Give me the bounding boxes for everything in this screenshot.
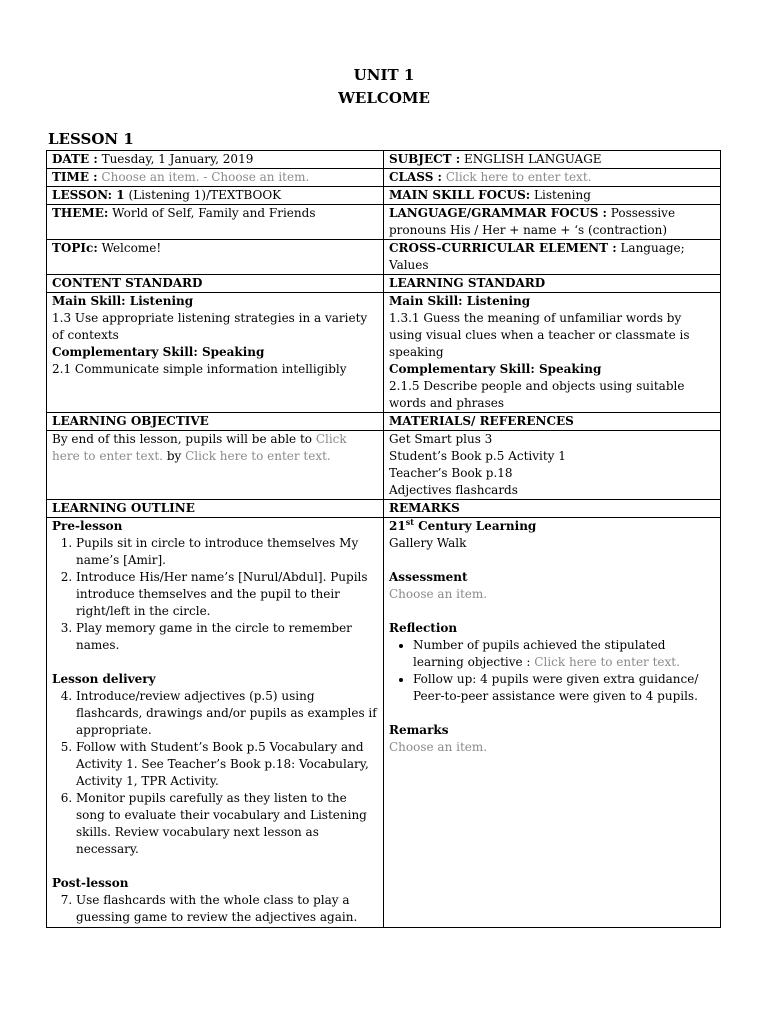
material-item: Adjectives flashcards	[389, 483, 518, 497]
learning-comp-skill-text: 2.1.5 Describe people and objects using suitable words and phrases	[389, 379, 685, 410]
content-standard-header	[47, 275, 384, 293]
time-label: TIME :	[52, 170, 98, 184]
main-skill-label: MAIN SKILL FOCUS:	[389, 188, 531, 202]
date-label: DATE :	[52, 152, 98, 166]
reflection-list	[389, 637, 715, 705]
content-standard-title: CONTENT STANDARD	[52, 276, 203, 290]
lesson-heading: LESSON 1	[48, 130, 134, 148]
objective-text: By end of this lesson, pupils will be able to	[52, 432, 312, 446]
century-label: Century Learning	[418, 519, 537, 533]
main-skill-cell	[384, 187, 721, 205]
grammar-value: Possessive pronouns His / Her + name + ‘s (contraction)	[389, 206, 676, 237]
time-cell	[47, 169, 384, 187]
row-theme-grammar	[47, 205, 721, 240]
learning-standard-title: LEARNING STANDARD	[389, 276, 546, 290]
lesson-delivery-title: Lesson delivery	[52, 672, 156, 686]
cross-curricular-label: CROSS-CURRICULAR ELEMENT :	[389, 241, 617, 255]
row-topic-cross	[47, 240, 721, 275]
assessment-title: Assessment	[389, 570, 468, 584]
objective-by: by	[166, 449, 182, 463]
objective-field-2[interactable]: Click here to enter text.	[185, 449, 331, 463]
remarks-field[interactable]: Choose an item.	[389, 740, 488, 754]
time-field[interactable]: Choose an item. - Choose an item.	[101, 170, 310, 184]
row-date-subject	[47, 151, 721, 169]
lesson-value: (Listening 1)/TEXTBOOK	[128, 188, 282, 202]
assessment-field[interactable]: Choose an item.	[389, 587, 488, 601]
list-item: 2. Introduce His/Her name’s [Nurul/Abdul]. Pupils introduce themselves and the pupil to their right/left in the circle.	[76, 569, 378, 620]
list-item: • Follow up: 4 pupils were given extra guidance/ Peer-to-peer assistance were given to 4 pupils.	[413, 671, 715, 705]
class-cell	[384, 169, 721, 187]
list-item: 6. Monitor pupils carefully as they listen to the song to evaluate their vocabulary and Listening skills. Review vocabulary next lesson as necessary.	[76, 790, 378, 858]
list-item: 7. Use flashcards with the whole class to play a guessing game to review the adjectives again.	[76, 892, 378, 926]
materials-title: MATERIALS/ REFERENCES	[389, 414, 574, 428]
century-suffix-sup: st	[405, 517, 414, 527]
reflection-item-text: Number of pupils achieved the stipulated learning objective :	[413, 638, 666, 669]
lesson-plan-table	[46, 150, 721, 928]
remarks-header-title: REMARKS	[389, 501, 460, 515]
theme-label: THEME:	[52, 206, 109, 220]
material-item: Teacher’s Book p.18	[389, 466, 513, 480]
list-item: 3. Play memory game in the circle to remember names.	[76, 620, 378, 654]
pre-lesson-title: Pre-lesson	[52, 519, 123, 533]
topic-label: TOPIc:	[52, 241, 98, 255]
subject-cell	[384, 151, 721, 169]
learning-standard-header	[384, 275, 721, 293]
post-lesson-title: Post-lesson	[52, 876, 129, 890]
learning-main-skill-label: Main Skill: Listening	[389, 294, 531, 308]
class-field[interactable]: Click here to enter text.	[445, 170, 592, 184]
row-lesson-skill	[47, 187, 721, 205]
reflection-field[interactable]: Click here to enter text.	[534, 655, 680, 669]
theme-cell	[47, 205, 384, 240]
row-outline-headers	[47, 500, 721, 518]
row-standards	[47, 293, 721, 413]
date-value: Tuesday, 1 January, 2019	[101, 152, 254, 166]
outline-header	[47, 500, 384, 518]
list-item	[413, 637, 715, 671]
grammar-cell	[384, 205, 721, 240]
grammar-label: LANGUAGE/GRAMMAR FOCUS :	[389, 206, 607, 220]
class-label: CLASS :	[389, 170, 442, 184]
document-title	[0, 64, 768, 110]
century-learning-heading	[389, 518, 715, 535]
objective-header	[47, 413, 384, 431]
row-time-class	[47, 169, 721, 187]
subject-value: ENGLISH LANGUAGE	[464, 152, 602, 166]
objective-cell	[47, 431, 384, 500]
remarks-cell	[384, 518, 721, 928]
theme-value: World of Self, Family and Friends	[112, 206, 316, 220]
objective-field-1[interactable]: Click here to enter text.	[52, 432, 347, 463]
content-comp-skill-label: Complementary Skill: Speaking	[52, 345, 265, 359]
main-skill-value: Listening	[534, 188, 591, 202]
lesson-cell	[47, 187, 384, 205]
learning-standard-cell	[384, 293, 721, 413]
objective-title: LEARNING OBJECTIVE	[52, 414, 209, 428]
topic-value: Welcome!	[101, 241, 162, 255]
list-item: 4. Introduce/review adjectives (p.5) using flashcards, drawings and/or pupils as examples if appropriate.	[76, 688, 378, 739]
unit-name: WELCOME	[338, 89, 430, 107]
learning-comp-skill-label: Complementary Skill: Speaking	[389, 362, 602, 376]
outline-cell	[47, 518, 384, 928]
content-main-skill-text: 1.3 Use appropriate listening strategies in a variety of contexts	[52, 311, 368, 342]
cross-curricular-value: Language; Values	[389, 241, 685, 272]
row-standard-headers	[47, 275, 721, 293]
material-item: Get Smart plus 3	[389, 432, 493, 446]
lesson-delivery-list	[52, 688, 378, 858]
material-item: Student’s Book p.5 Activity 1	[389, 449, 566, 463]
remarks-header	[384, 500, 721, 518]
content-comp-skill-text: 2.1 Communicate simple information intelligibly	[52, 362, 347, 376]
row-outline	[47, 518, 721, 928]
lesson-label: LESSON: 1	[52, 188, 125, 202]
content-standard-cell	[47, 293, 384, 413]
list-item: 1. Pupils sit in circle to introduce themselves My name’s [Amir].	[76, 535, 378, 569]
topic-cell	[47, 240, 384, 275]
learning-main-skill-text: 1.3.1 Guess the meaning of unfamiliar words by using visual clues when a teacher or classmate is speaking	[389, 311, 690, 359]
pre-lesson-list	[52, 535, 378, 654]
post-lesson-list	[52, 892, 378, 926]
subject-label: SUBJECT :	[389, 152, 461, 166]
reflection-title: Reflection	[389, 621, 458, 635]
date-cell	[47, 151, 384, 169]
content-main-skill-label: Main Skill: Listening	[52, 294, 194, 308]
list-item: 5. Follow with Student’s Book p.5 Vocabulary and Activity 1. See Teacher’s Book p.18: Vocabulary, Activity 1, TPR Activity.	[76, 739, 378, 790]
row-objective-headers	[47, 413, 721, 431]
century-learning-value: Gallery Walk	[389, 536, 467, 550]
unit-number: UNIT 1	[353, 66, 415, 84]
century-number: 21	[389, 519, 406, 533]
outline-title: LEARNING OUTLINE	[52, 501, 195, 515]
remarks-title: Remarks	[389, 723, 449, 737]
materials-cell	[384, 431, 721, 500]
row-objective	[47, 431, 721, 500]
materials-header	[384, 413, 721, 431]
cross-curricular-cell	[384, 240, 721, 275]
